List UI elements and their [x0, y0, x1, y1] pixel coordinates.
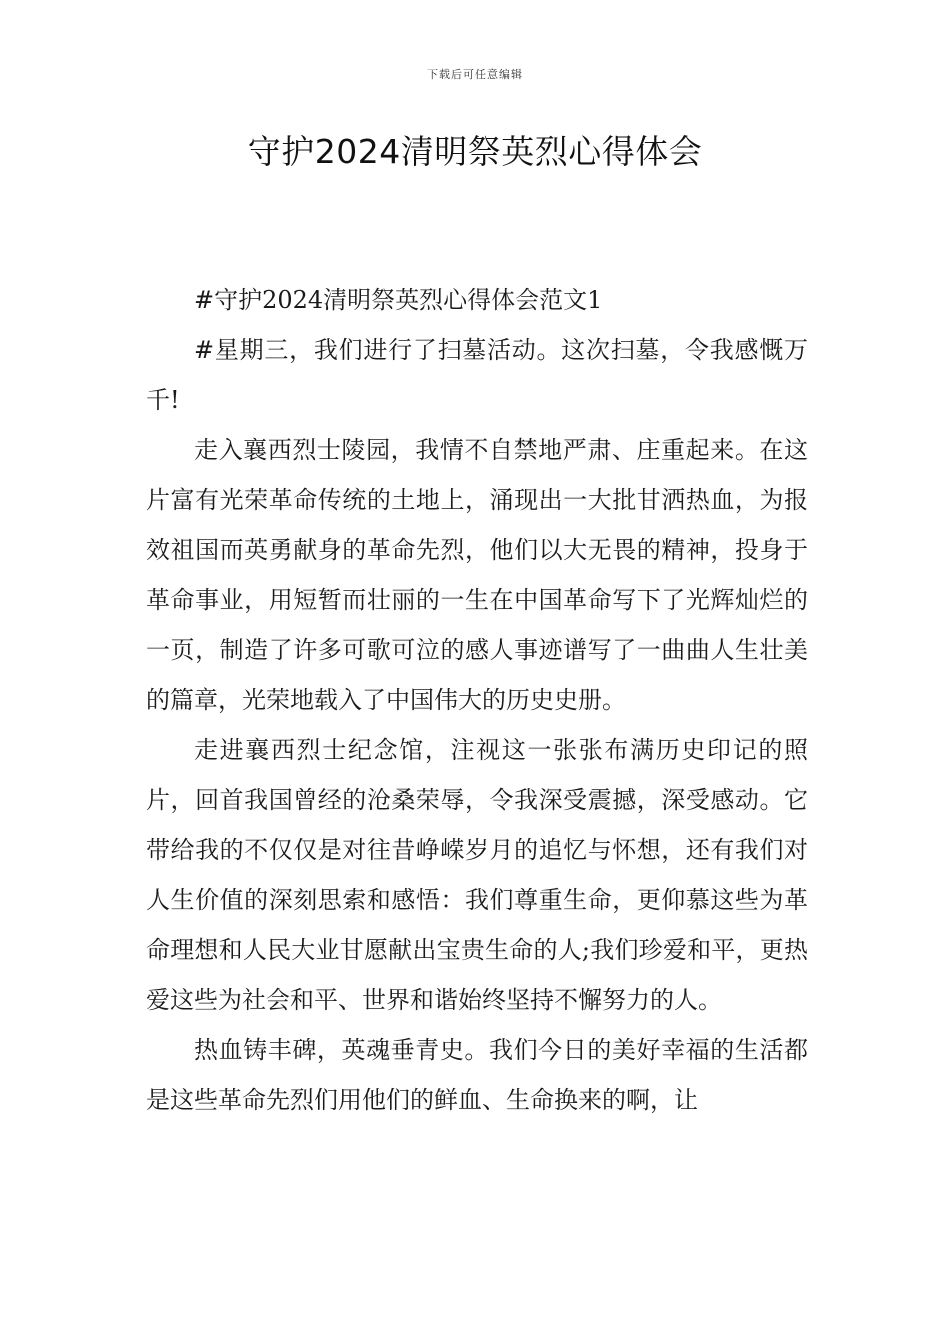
document-title: 守护2024清明祭英烈心得体会: [247, 132, 703, 171]
header-note: 下载后可任意编辑: [427, 68, 523, 81]
body-paragraph-5: 热血铸丰碑，英魂垂青史。我们今日的美好幸福的生活都是这些革命先烈们用他们的鲜血、生命换来的啊，让: [146, 1036, 808, 1114]
document-body: [146, 275, 808, 1125]
body-paragraph-3: 走入襄西烈士陵园，我情不自禁地严肃、庄重起来。在这片富有光荣革命传统的土地上，涌现出一大批甘洒热血，为报效祖国而英勇献身的革命先烈，他们以大无畏的精神，投身于革命事业，用短暂而壮丽的一生在中国革命写下了光辉灿烂的一页，制造了许多可歌可泣的感人事迹谱写了一曲曲人生壮美的篇章，光荣地载入了中国伟大的历史史册。: [146, 436, 808, 714]
body-paragraph-1: #守护2024清明祭英烈心得体会范文1: [194, 286, 603, 314]
body-paragraph-4: 走进襄西烈士纪念馆，注视这一张张布满历史印记的照片，回首我国曾经的沧桑荣辱，令我深受震撼，深受感动。它带给我的不仅仅是对往昔峥嵘岁月的追忆与怀想，还有我们对人生价值的深刻思索和感悟：我们尊重生命，更仰慕这些为革命理想和人民大业甘愿献出宝贵生命的人;我们珍爱和平，更热爱这些为社会和平、世界和谐始终坚持不懈努力的人。: [146, 736, 808, 1014]
body-paragraph-2: #星期三，我们进行了扫墓活动。这次扫墓，令我感慨万千!: [146, 336, 808, 414]
